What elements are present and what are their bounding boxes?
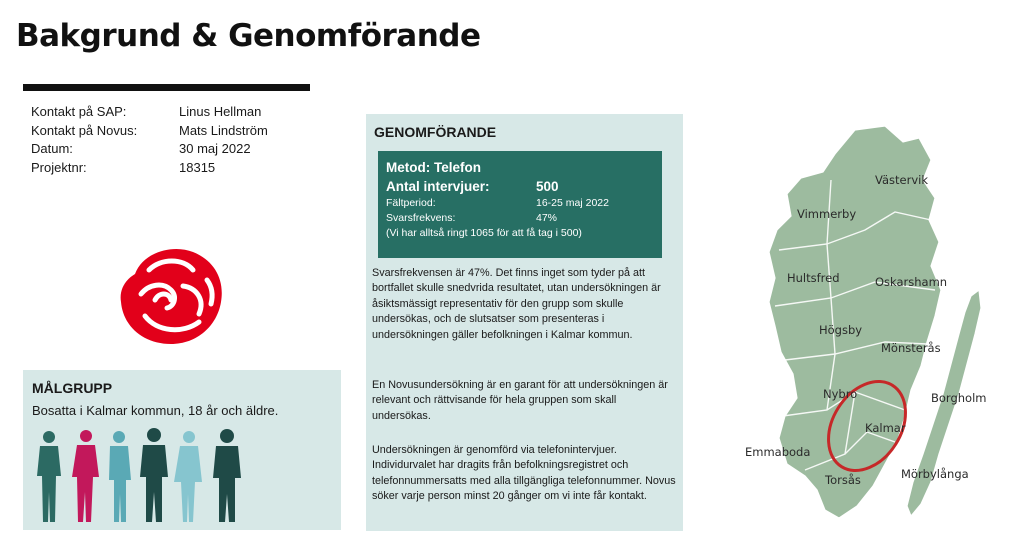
person-icon [140,428,168,522]
contact-value: Mats Lindström [179,122,268,138]
map-label: Vimmerby [797,207,857,221]
method-paragraph: Undersökningen är genomförd via telefonintervjuer. Individurvalet har dragits från befolkningsregistret och telefonnummersatts med alla tillgängliga telefonnummer. Novus söker varje person minst 20 gånger om vi inte får kontakt. [372,444,676,503]
contact-value: 30 maj 2022 [179,141,251,156]
map-label: Torsås [825,473,861,487]
contact-label: Projektnr: [31,159,87,175]
person-icon [109,431,131,522]
method-type: Metod: Telefon [386,160,481,175]
person-icon [213,429,241,522]
map-label: Mörbylånga [901,467,969,481]
period-row [386,196,654,211]
contact-row-date [31,140,268,159]
contact-label: Kontakt på Novus: [31,122,138,138]
response-value: 47% [536,212,558,224]
period-label: Fältperiod: [386,197,436,209]
contact-label: Kontakt på SAP: [31,104,127,119]
contact-info [31,103,268,177]
method-summary [378,151,662,258]
target-group-heading: MÅLGRUPP [32,380,113,396]
method-box [366,114,683,531]
page-title: Bakgrund & Genomförande [16,18,481,54]
map-label: Borgholm [931,391,987,405]
person-icon [37,431,61,522]
method-note: (Vi har alltså ringt 1065 för att få tag i 500) [386,227,582,239]
response-row [386,211,654,226]
map-label: Kalmar [865,421,906,435]
contact-row-sap [31,103,268,122]
target-group-box [23,370,341,530]
person-icon [72,430,99,522]
contact-row-novus [31,122,268,141]
method-paragraph: En Novusundersökning är en garant för att undersökningen är relevant och rättvisande för hela gruppen som skall undersökas. [372,379,668,422]
map-label: Mönsterås [881,341,941,355]
kalmar-county-map [735,120,1024,528]
map-label: Emmaboda [745,445,811,459]
period-value: 16-25 maj 2022 [536,197,609,209]
map-label: Hultsfred [787,271,840,285]
rose-logo-icon [113,244,231,348]
method-paragraph: Svarsfrekvensen är 47%. Det finns inget som tyder på att bortfallet skulle snedvrida resultatet, utan undersökningen är åsiktsmässigt representativ för den grupp som skulle undersökas, och de slutsatser som presenteras i undersökningen gäller befolkningen i Kalmar kommun. [372,267,661,341]
person-icon [174,431,202,522]
response-label: Svarsfrekvens: [386,212,456,224]
map-label: Högsby [819,323,863,337]
contact-label: Datum: [31,141,73,156]
map-label: Nybro [823,387,858,401]
map-label: Oskarshamn [875,275,948,289]
interviews-row [386,177,654,196]
method-heading: GENOMFÖRANDE [374,124,497,140]
interviews-value: 500 [536,179,559,194]
contact-value: 18315 [179,159,216,175]
interviews-label: Antal intervjuer: [386,179,490,194]
contact-value: Linus Hellman [179,104,262,119]
target-group-text: Bosatta i Kalmar kommun, 18 år och äldre. [32,403,279,418]
contact-row-project [31,159,268,178]
map-label: Västervik [875,173,928,187]
people-illustration-icon [35,428,260,524]
title-underline [23,84,310,91]
